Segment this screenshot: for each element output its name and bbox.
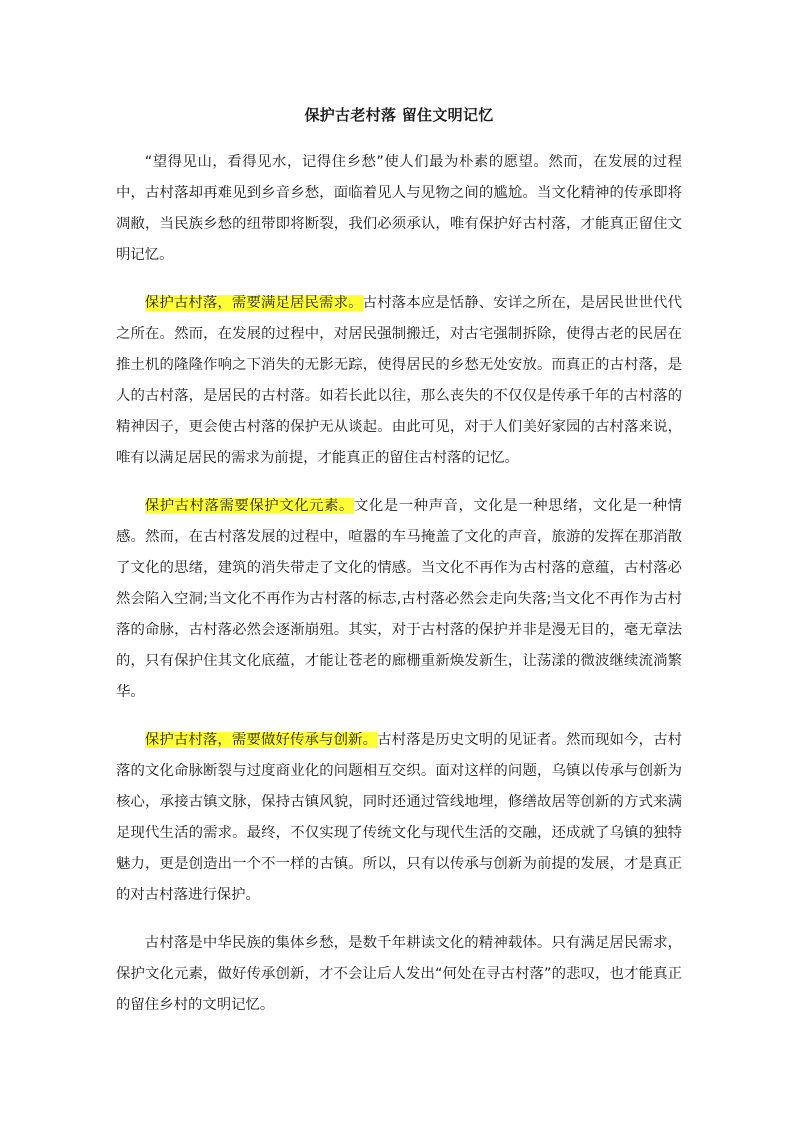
paragraph-conclusion bbox=[116, 928, 682, 1021]
paragraph-text: 古村落是历史文明的见证者。然而现如今，古村落的文化命脉断裂与过度商业化的问题相互交织。面对这样的问题，乌镇以传承与创新为核心，承接古镇文脉，保持古镇风貌，同时还通过管线地埋，修缮故居等创新的方式来满足现代生活的需求。最终，不仅实现了传统文化与现代生活的交融，还成就了乌镇的独特魅力，更是创造出一个不一样的古镇。所以，只有以传承与创新为前提的发展，才是真正的对古村落进行保护。 bbox=[116, 732, 682, 903]
document-title: 保护古老村落 留住文明记忆 bbox=[304, 106, 494, 124]
paragraph-text: 古村落是中华民族的集体乡愁，是数千年耕读文化的精神载体。只有满足居民需求，保护文化元素，做好传承创新，才不会让后人发出“何处在寻古村落”的悲叹，也才能真正的留住乡村的文明记忆。 bbox=[116, 935, 682, 1013]
paragraph-inheritance bbox=[116, 725, 682, 911]
highlighted-thesis: 保护古村落，需要满足居民需求。 bbox=[144, 295, 363, 311]
highlighted-thesis: 保护古村落，需要做好传承与创新。 bbox=[144, 732, 378, 748]
paragraph-text: 文化是一种声音，文化是一种思绪，文化是一种情感。然而，在古村落发展的过程中，喧嚣的车马掩盖了文化的声音，旅游的发挥在那消散了文化的思绪，建筑的消失带走了文化的情感。当文化不再作为古村落的意蕴，古村落必然会陷入空洞;当文化不再作为古村落的标志,古村落必然会走向失落;当文化不再作为古村落的命脉，古村落必然会逐渐崩殂。其实，对于古村落的保护并非是漫无目的，毫无章法的，只有保护住其文化底蕴，才能让苍老的廊栅重新焕发新生，让荡漾的微波继续流淌繁华。 bbox=[116, 498, 682, 700]
paragraph-residents bbox=[116, 288, 682, 474]
paragraph-text: “望得见山，看得见水，记得住乡愁”使人们最为朴素的愿望。然而，在发展的过程中，古村落却再难见到乡音乡愁，面临着见人与见物之间的尴尬。当文化精神的传承即将凋敝，当民族乡愁的纽带即将断裂，我们必须承认，唯有保护好古村落，才能真正留住文明记忆。 bbox=[116, 154, 682, 263]
paragraph-intro bbox=[116, 147, 682, 271]
paragraph-culture bbox=[116, 491, 682, 708]
highlighted-thesis: 保护古村落需要保护文化元素。 bbox=[144, 498, 354, 514]
paragraph-text: 古村落本应是恬静、安详之所在，是居民世世代代之所在。然而，在发展的过程中，对居民强制搬迁，对古宅强制拆除，使得古老的民居在推土机的隆隆作响之下消失的无影无踪，使得居民的乡愁无处安放。而真正的古村落，是人的古村落，是居民的古村落。如若长此以往，那么丧失的不仅仅是传承千年的古村落的精神因子，更会使古村落的保护无从谈起。由此可见，对于人们美好家园的古村落来说，唯有以满足居民的需求为前提，才能真正的留住古村落的记忆。 bbox=[116, 295, 682, 466]
